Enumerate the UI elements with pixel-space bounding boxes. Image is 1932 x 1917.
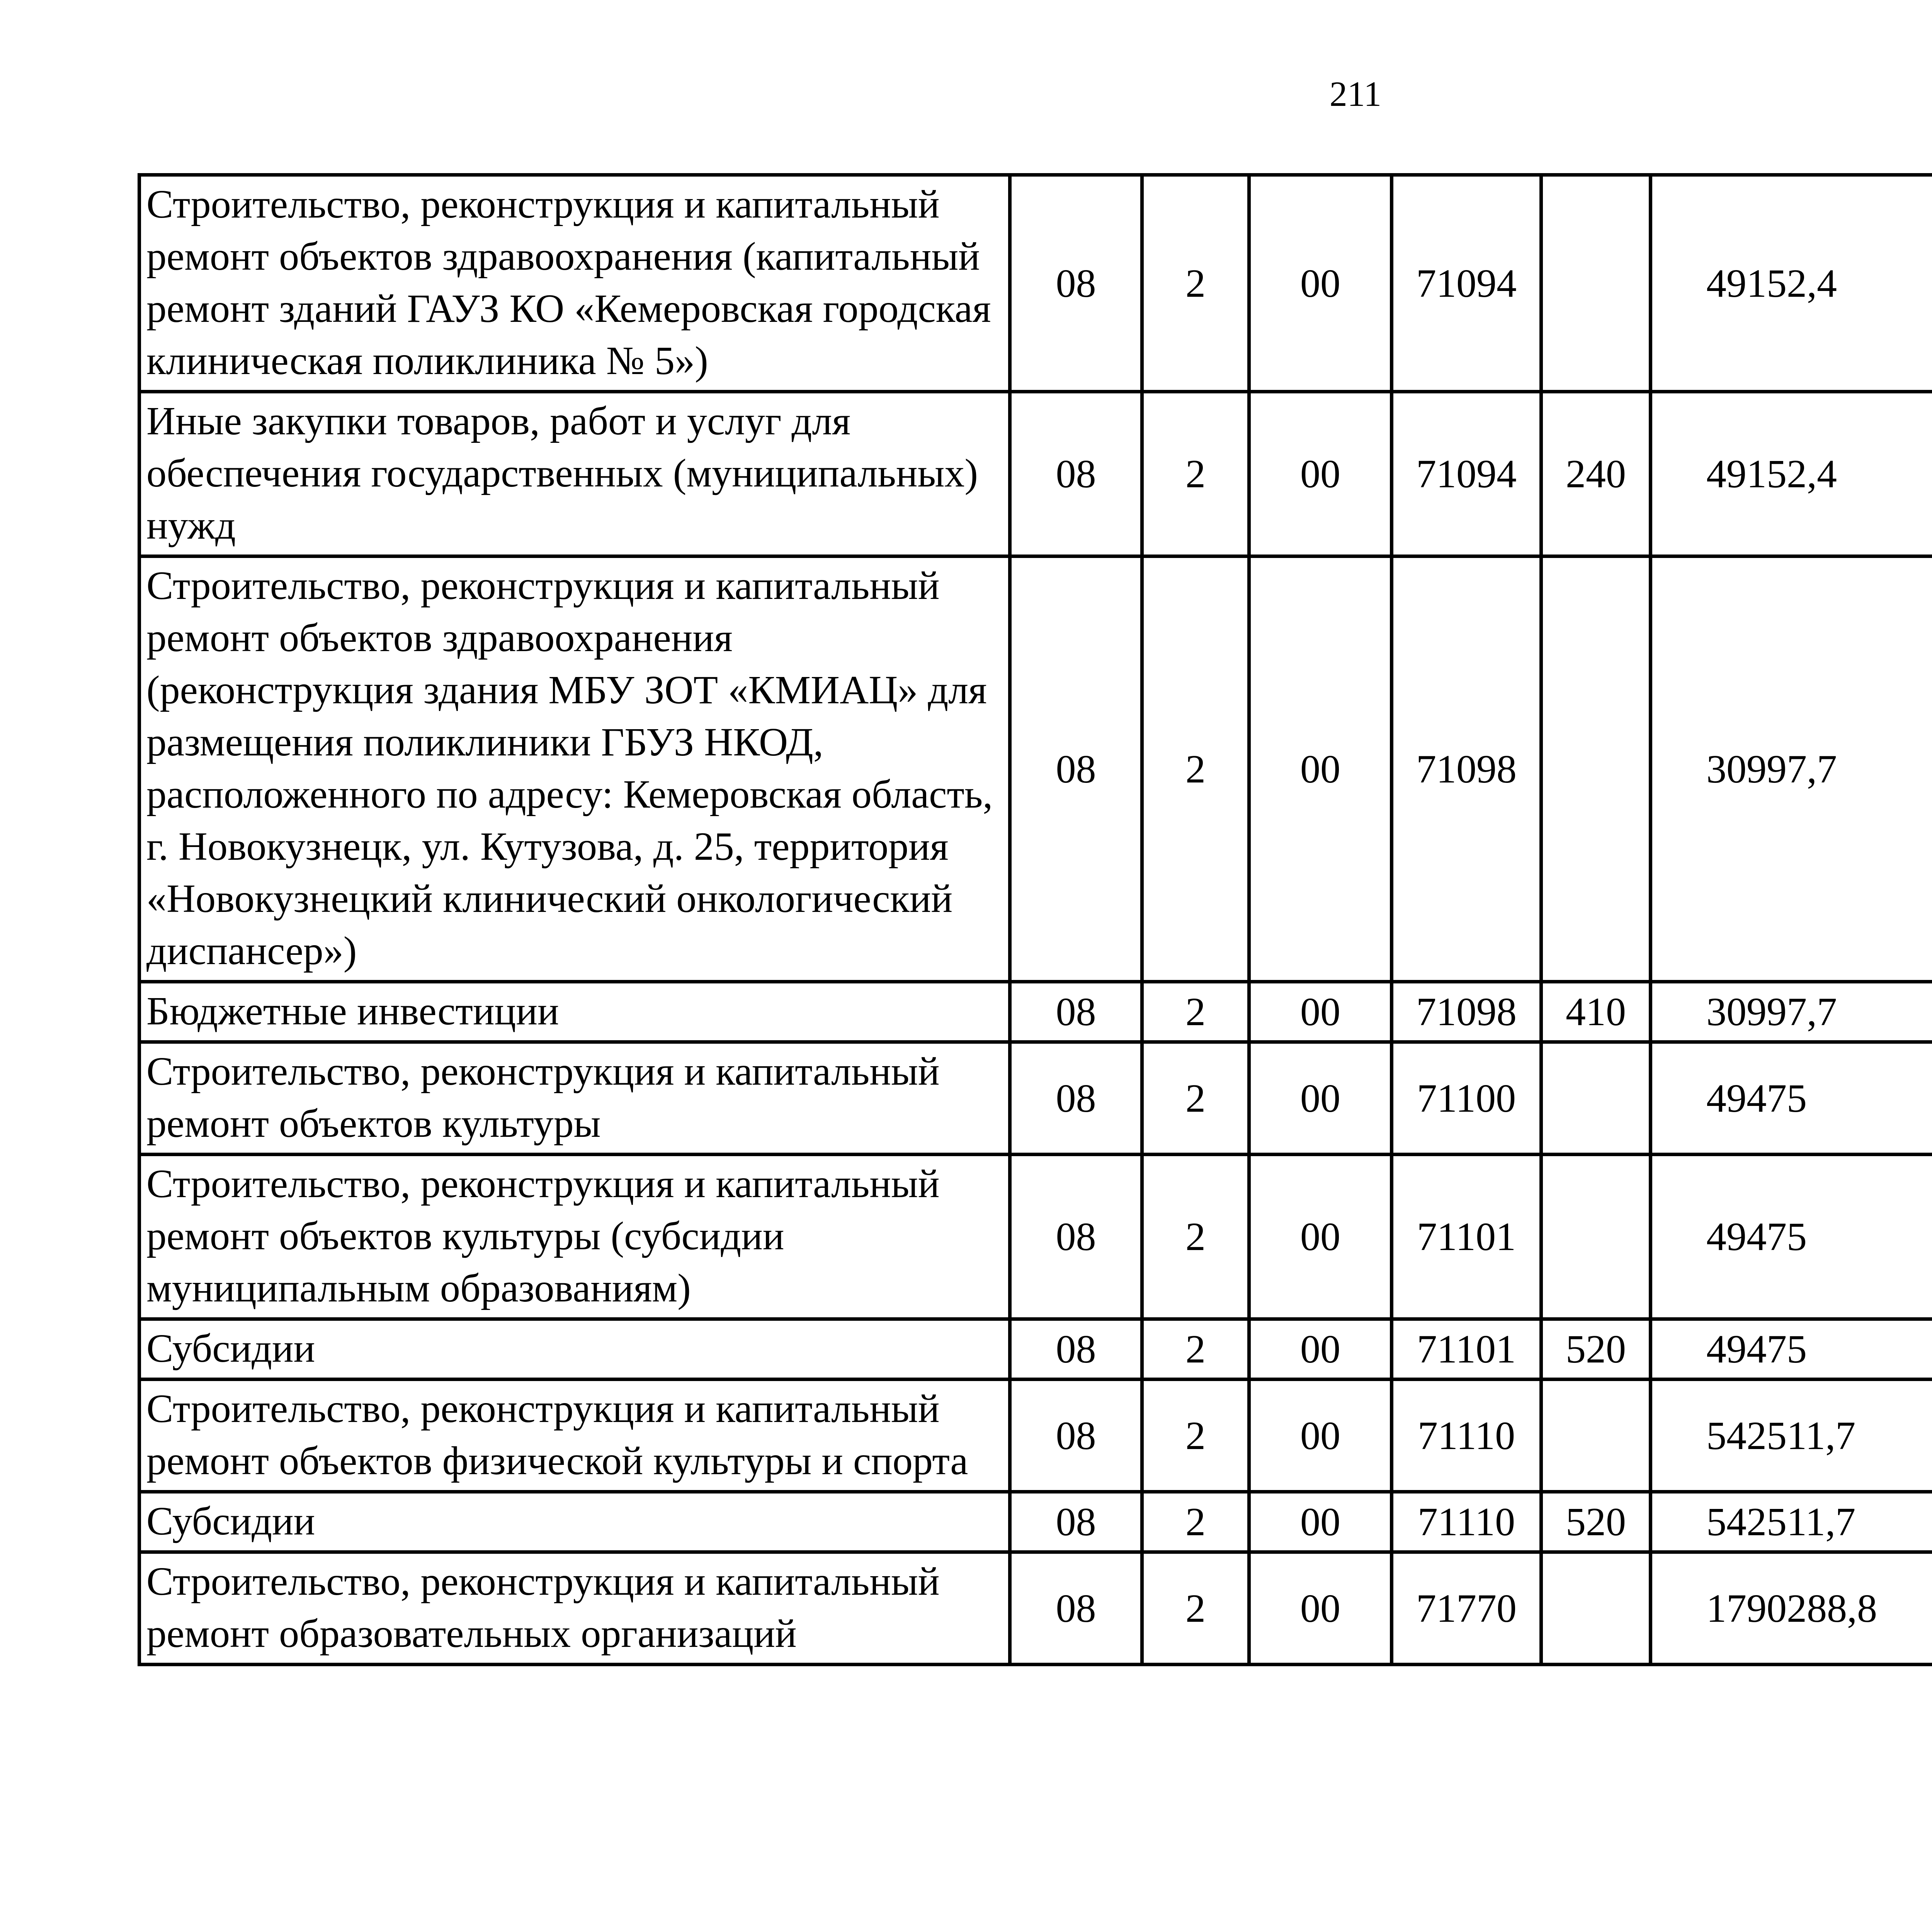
subprogram-code-cell: 00	[1249, 982, 1392, 1042]
table-row	[139, 392, 1932, 556]
section-code-cell: 08	[1010, 556, 1142, 982]
expense-type-cell: 240	[1541, 392, 1651, 556]
subprogram-code-cell: 00	[1249, 175, 1392, 392]
direction-code-cell: 71110	[1392, 1492, 1541, 1552]
expense-type-cell: 410	[1541, 982, 1651, 1042]
table-row	[139, 1492, 1932, 1552]
expense-type-cell	[1541, 1379, 1651, 1492]
row-name-cell: Бюджетные инвестиции	[139, 982, 1010, 1042]
direction-code-cell: 71770	[1392, 1552, 1541, 1665]
amount-1-cell: 49475	[1651, 1319, 1932, 1379]
row-name-cell: Строительство, реконструкция и капитальный ремонт объектов здравоохранения (капитальный ремонт зданий ГАУЗ КО «Кемеровская городская клиническая поликлиника № 5»)	[139, 175, 1010, 392]
direction-code-cell: 71094	[1392, 175, 1541, 392]
row-name-cell: Строительство, реконструкция и капитальный ремонт объектов культуры	[139, 1042, 1010, 1155]
table-row	[139, 1042, 1932, 1155]
row-name-cell: Субсидии	[139, 1319, 1010, 1379]
amount-1-cell: 49475	[1651, 1042, 1932, 1155]
section-code-cell: 08	[1010, 1492, 1142, 1552]
table-row	[139, 175, 1932, 392]
table-row	[139, 1155, 1932, 1319]
subprogram-code-cell: 00	[1249, 1492, 1392, 1552]
program-code-cell: 2	[1142, 556, 1249, 982]
section-code-cell: 08	[1010, 1379, 1142, 1492]
table-row	[139, 556, 1932, 982]
expense-type-cell	[1541, 175, 1651, 392]
subprogram-code-cell: 00	[1249, 392, 1392, 556]
expense-type-cell	[1541, 556, 1651, 982]
amount-1-cell: 542511,7	[1651, 1492, 1932, 1552]
direction-code-cell: 71100	[1392, 1042, 1541, 1155]
row-name-cell: Иные закупки товаров, работ и услуг для обеспечения государственных (муниципальных) нужд	[139, 392, 1010, 556]
program-code-cell: 2	[1142, 982, 1249, 1042]
table-row	[139, 1552, 1932, 1665]
row-name-cell: Строительство, реконструкция и капитальный ремонт объектов физической культуры и спорта	[139, 1379, 1010, 1492]
table-row	[139, 982, 1932, 1042]
section-code-cell: 08	[1010, 1552, 1142, 1665]
expense-type-cell	[1541, 1155, 1651, 1319]
amount-1-cell: 30997,7	[1651, 982, 1932, 1042]
expense-type-cell: 520	[1541, 1492, 1651, 1552]
amount-1-cell: 30997,7	[1651, 556, 1932, 982]
page-number: 211	[1329, 74, 1382, 114]
amount-1-cell: 49152,4	[1651, 175, 1932, 392]
section-code-cell: 08	[1010, 175, 1142, 392]
program-code-cell: 2	[1142, 1155, 1249, 1319]
amount-1-cell: 49152,4	[1651, 392, 1932, 556]
row-name-cell: Строительство, реконструкция и капитальный ремонт объектов культуры (субсидии муниципальным образованиям)	[139, 1155, 1010, 1319]
section-code-cell: 08	[1010, 1319, 1142, 1379]
program-code-cell: 2	[1142, 1319, 1249, 1379]
subprogram-code-cell: 00	[1249, 1379, 1392, 1492]
table-body	[139, 175, 1932, 1665]
subprogram-code-cell: 00	[1249, 1155, 1392, 1319]
section-code-cell: 08	[1010, 982, 1142, 1042]
direction-code-cell: 71098	[1392, 556, 1541, 982]
direction-code-cell: 71101	[1392, 1155, 1541, 1319]
subprogram-code-cell: 00	[1249, 556, 1392, 982]
expense-type-cell: 520	[1541, 1319, 1651, 1379]
section-code-cell: 08	[1010, 1155, 1142, 1319]
direction-code-cell: 71101	[1392, 1319, 1541, 1379]
subprogram-code-cell: 00	[1249, 1552, 1392, 1665]
program-code-cell: 2	[1142, 1492, 1249, 1552]
subprogram-code-cell: 00	[1249, 1319, 1392, 1379]
amount-1-cell: 49475	[1651, 1155, 1932, 1319]
direction-code-cell: 71110	[1392, 1379, 1541, 1492]
expense-type-cell	[1541, 1042, 1651, 1155]
amount-1-cell: 542511,7	[1651, 1379, 1932, 1492]
table-row	[139, 1319, 1932, 1379]
program-code-cell: 2	[1142, 1552, 1249, 1665]
program-code-cell: 2	[1142, 1379, 1249, 1492]
direction-code-cell: 71098	[1392, 982, 1541, 1042]
program-code-cell: 2	[1142, 175, 1249, 392]
program-code-cell: 2	[1142, 392, 1249, 556]
amount-1-cell: 1790288,8	[1651, 1552, 1932, 1665]
subprogram-code-cell: 00	[1249, 1042, 1392, 1155]
row-name-cell: Субсидии	[139, 1492, 1010, 1552]
budget-table	[138, 173, 1932, 1666]
table-row	[139, 1379, 1932, 1492]
row-name-cell: Строительство, реконструкция и капитальный ремонт объектов здравоохранения (реконструкция здания МБУ ЗОТ «КМИАЦ» для размещения поликлиники ГБУЗ НКОД, расположенного по адресу: Кемеровская область, г. Новокузнецк, ул. Кутузова, д. 25, территория «Новокузнецкий клинический онкологический диспансер»)	[139, 556, 1010, 982]
direction-code-cell: 71094	[1392, 392, 1541, 556]
row-name-cell: Строительство, реконструкция и капитальный ремонт образовательных организаций	[139, 1552, 1010, 1665]
section-code-cell: 08	[1010, 1042, 1142, 1155]
program-code-cell: 2	[1142, 1042, 1249, 1155]
section-code-cell: 08	[1010, 392, 1142, 556]
expense-type-cell	[1541, 1552, 1651, 1665]
